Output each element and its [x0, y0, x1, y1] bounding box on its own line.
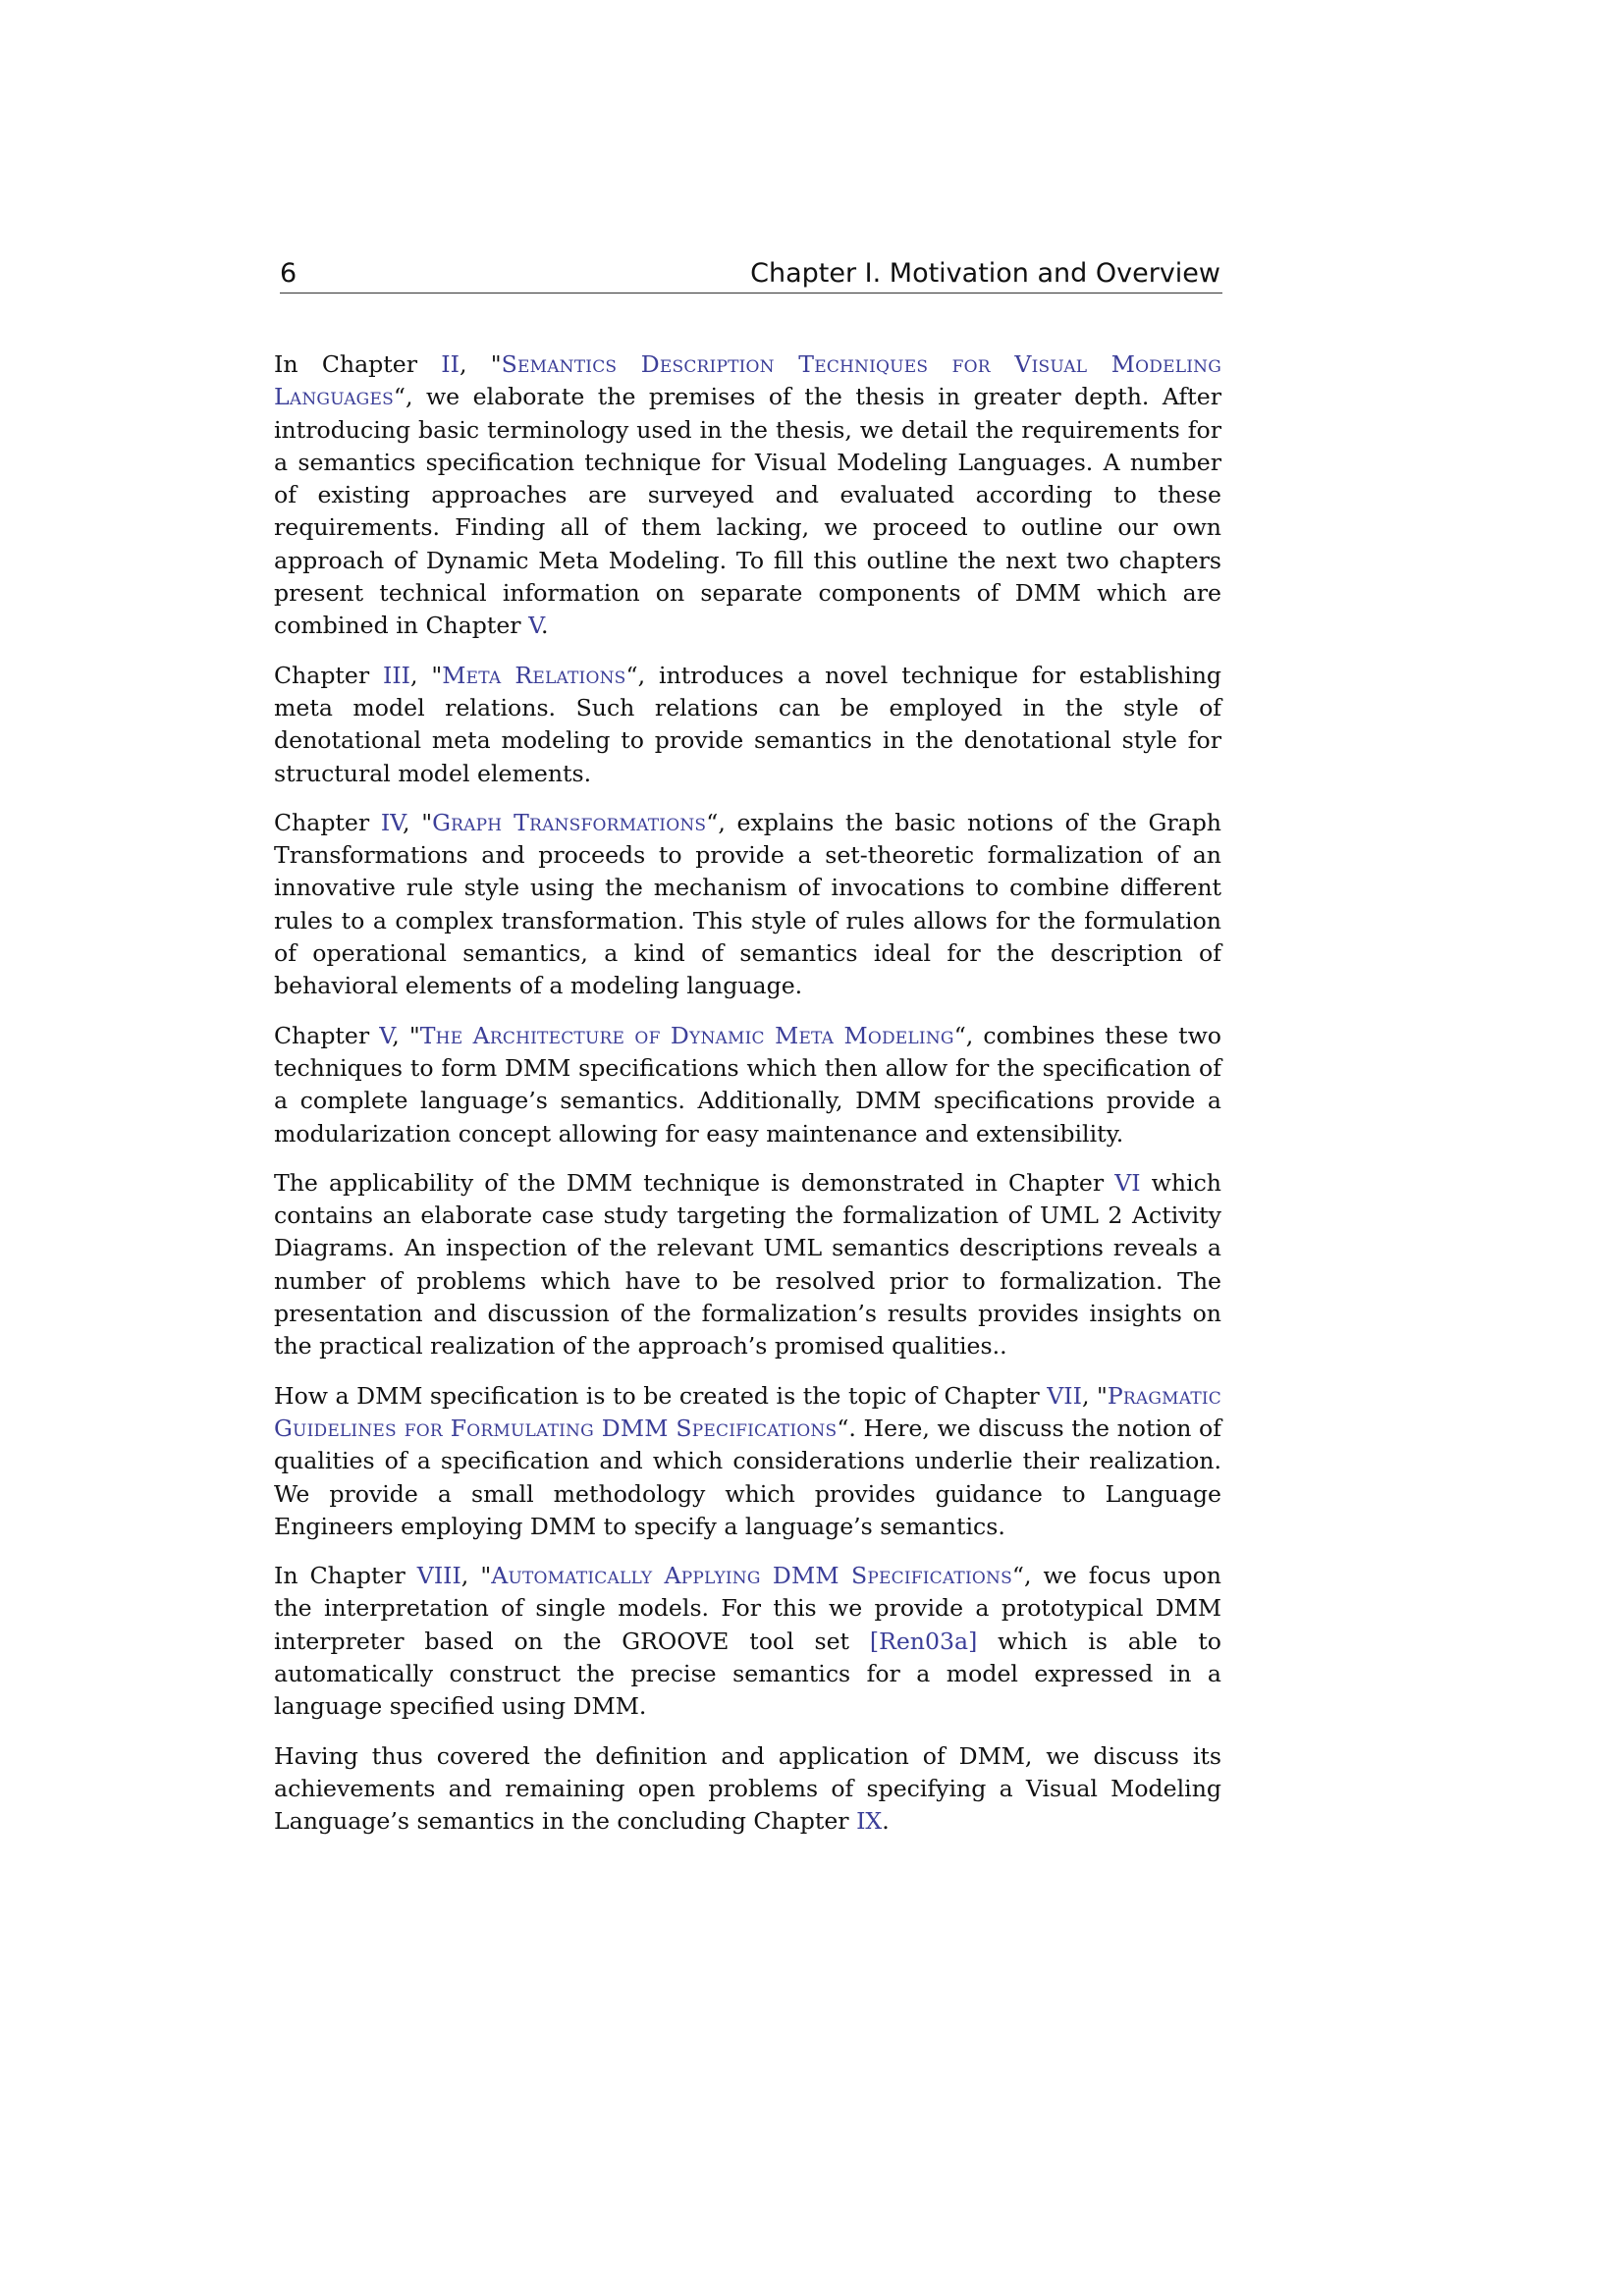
page-header	[280, 253, 1222, 294]
paragraph	[274, 807, 1221, 1003]
paragraph-text: .	[882, 1807, 890, 1836]
cross-reference-link[interactable]: IX	[856, 1807, 883, 1836]
chapter-title-link[interactable]: Automatically Applying DMM Specifications	[491, 1562, 1012, 1590]
paragraph-text: Chapter	[274, 661, 384, 689]
cross-reference-link[interactable]: [Ren03a]	[869, 1627, 978, 1655]
paragraph-text: which contains an elaborate case study targeting the formalization of UML 2 Activity Diagrams. An inspection of the relevant UML semantics descriptions reveals a number of problems which have to be resolved prior to formalization. The presentation and discussion of the formalization’s results provides insights on the practical realization of the approach’s promised qualities..	[274, 1168, 1222, 1361]
paragraph-text: , "	[1081, 1381, 1108, 1410]
paragraph-text: Chapter	[274, 1021, 380, 1049]
paragraph-text: In Chapter	[274, 350, 442, 378]
running-title: Chapter I. Motivation and Overview	[750, 258, 1220, 289]
paragraph-text: “, explains the basic notions of the Graph Transformations and proceeds to provide a set-theoretic formalization of an innovative rule style using the mechanism of invocations to combine different rules to a complex transformation. This style of rules allows for the formulation of operational semantics, a kind of semantics ideal for the description of behavioral elements of a modeling language.	[274, 808, 1221, 1000]
paragraph-text: , "	[392, 1021, 420, 1049]
paragraph-text: “, we focus upon the interpretation of single models. For this we provide a prototypical DMM interpreter based on the GROOVE tool set	[274, 1562, 1221, 1655]
cross-reference-link[interactable]: II	[441, 350, 460, 378]
paragraph	[274, 1167, 1221, 1363]
paragraph-text: , "	[410, 661, 443, 689]
chapter-title-link[interactable]: The Architecture of Dynamic Meta Modeling	[419, 1021, 954, 1049]
paragraph	[274, 1560, 1221, 1723]
paragraph-text: “, combines these two techniques to form DMM specifications which then allow for the specification of a complete language’s semantics. Additionally, DMM specifications provide a modularization concept allowing for easy maintenance and extensibility.	[274, 1021, 1222, 1148]
cross-reference-link[interactable]: VII	[1047, 1381, 1082, 1410]
cross-reference-link[interactable]: VIII	[416, 1562, 461, 1590]
paragraph	[274, 348, 1221, 643]
paragraph-text: Having thus covered the definition and application of DMM, we discuss its achievements and remaining open problems of specifying a Visual Modeling Language’s semantics in the concluding Chapter	[274, 1741, 1221, 1836]
paragraph	[274, 660, 1221, 790]
body-text	[274, 348, 1221, 1854]
chapter-title-link[interactable]: Pragmatic Guidelines for Formulating DMM Specifications	[274, 1381, 1221, 1442]
paragraph-text: “, we elaborate the premises of the thesis in greater depth. After introducing basic terminology used in the thesis, we detail the requirements for a semantics specification technique for Visual Modeling Languages. A number of existing approaches are surveyed and evaluated according to these requirements. Finding all of them lacking, we proceed to outline our own approach of Dynamic Meta Modeling. To fill this outline the next two chapters present technical information on separate components of DMM which are combined in Chapter	[274, 383, 1221, 640]
cross-reference-link[interactable]: V	[528, 612, 542, 640]
paragraph-text: The applicability of the DMM technique is demonstrated in Chapter	[274, 1168, 1115, 1197]
paragraph	[274, 1020, 1221, 1150]
paragraph-text: In Chapter	[274, 1562, 417, 1590]
cross-reference-link[interactable]: VI	[1114, 1168, 1141, 1197]
paragraph-text: .	[541, 612, 549, 640]
paragraph-text: , "	[403, 808, 433, 836]
paragraph-text: How a DMM specification is to be created is the topic of Chapter	[274, 1381, 1048, 1410]
paragraph-text: “, introduces a novel technique for establishing meta model relations. Such relations can be employed in the style of denotational meta modeling to provide semantics in the denotational style for structural model elements.	[274, 661, 1222, 787]
paragraph	[274, 1380, 1221, 1543]
page-number: 6	[280, 258, 298, 289]
paragraph-text: Chapter	[274, 808, 381, 836]
chapter-title-link[interactable]: Semantics Description Techniques for Visual Modeling Languages	[274, 350, 1222, 411]
paragraph	[274, 1740, 1221, 1839]
paragraph-text: , "	[459, 350, 502, 378]
paragraph-text: “. Here, we discuss the notion of qualities of a specification and which considerations underlie their realization. We provide a small methodology which provides guidance to Language Engineers employing DMM to specify a language’s semantics.	[274, 1414, 1221, 1540]
cross-reference-link[interactable]: III	[383, 661, 410, 689]
chapter-title-link[interactable]: Graph Transformations	[432, 808, 707, 836]
paragraph-text: which is able to automatically construct the precise semantics for a model expressed in a language specified using DMM.	[274, 1627, 1221, 1721]
cross-reference-link[interactable]: V	[379, 1021, 393, 1049]
chapter-title-link[interactable]: Meta Relations	[442, 661, 626, 689]
paragraph-text: , "	[460, 1562, 492, 1590]
cross-reference-link[interactable]: IV	[380, 808, 404, 836]
